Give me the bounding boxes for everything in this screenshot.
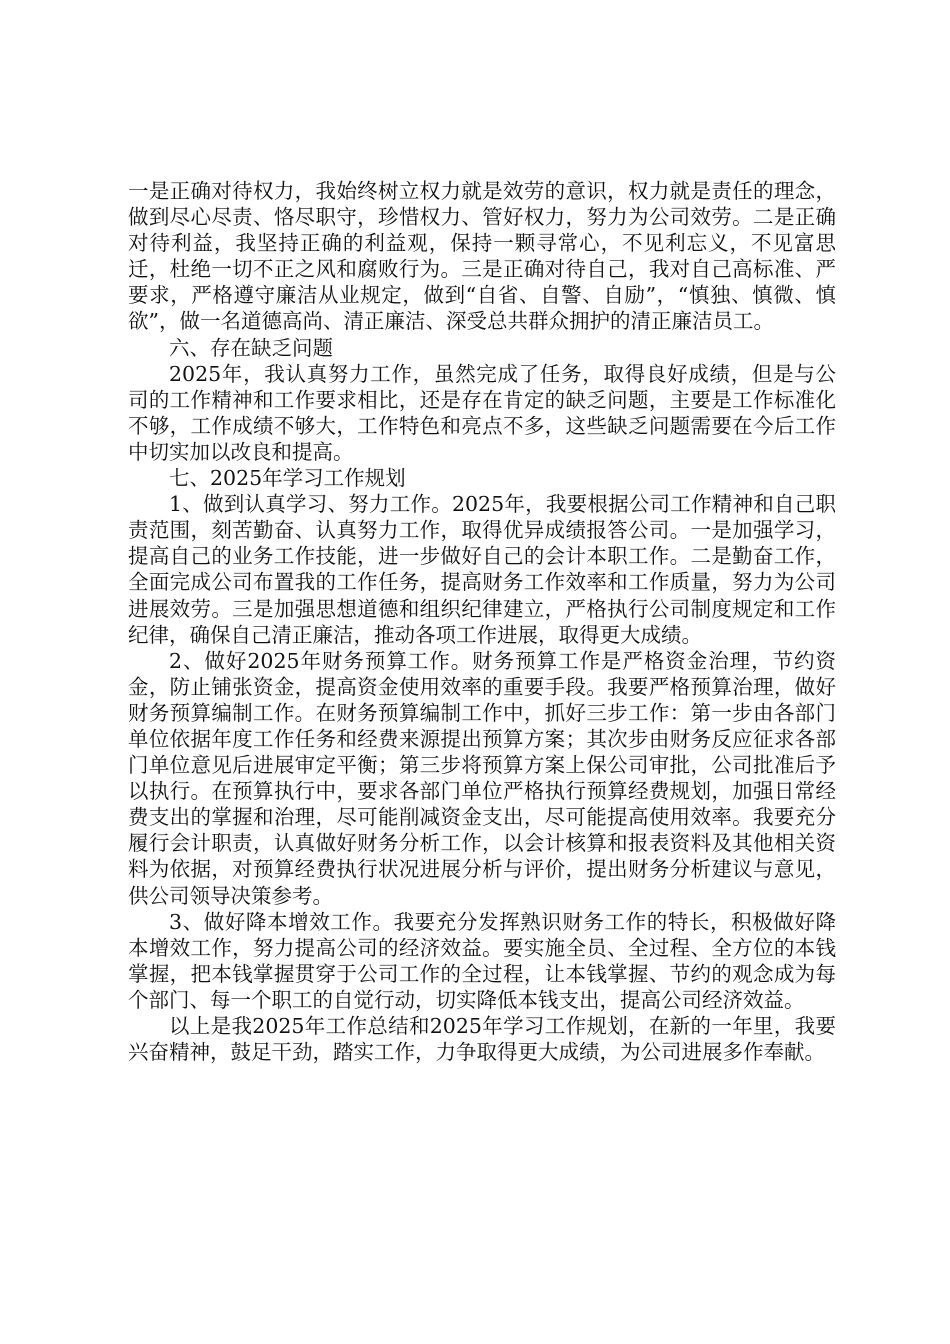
paragraph-plan-cost-reduction: 3、做好降本增效工作。我要充分发挥熟识财务工作的特长，积极做好降本增效工作，努力提高公司的经济效益。要实施全员、全过程、全方位的本钱掌握，把本钱掌握贯穿于公司工作的全过程，让本钱掌握、节约的观念成为每个部门、每一个职工的自觉行动，切实降低本钱支出，提高公司经济效益。 xyxy=(128,909,836,1012)
heading-section-seven: 七、2025年学习工作规划 xyxy=(169,466,406,491)
paragraph-conclusion: 以上是我2025年工作总结和2025年学习工作规划，在新的一年里，我要兴奋精神，鼓足干劲，踏实工作，力争取得更大成绩，为公司进展多作奉献。 xyxy=(128,1014,836,1065)
document-body xyxy=(128,178,836,1065)
paragraph-shortcomings: 2025年，我认真努力工作，虽然完成了任务，取得良好成绩，但是与公司的工作精神和工作要求相比，还是存在肯定的缺乏问题，主要是工作标准化不够，工作成绩不够大，工作特色和亮点不多，这些缺乏问题需要在今后工作中切实加以改良和提高。 xyxy=(128,361,836,464)
paragraph-plan-budget: 2、做好2025年财务预算工作。财务预算工作是严格资金治理，节约资金，防止铺张资金，提高资金使用效率的重要手段。我要严格预算治理，做好财务预算编制工作。在财务预算编制工作中，抓好三步工作：第一步由各部门单位依据年度工作任务和经费来源提出预算方案；其次步由财务反应征求各部门单位意见后进展审定平衡；第三步将预算方案上保公司审批，公司批准后予以执行。在预算执行中，要求各部门单位严格执行预算经费规划，加强日常经费支出的掌握和治理，尽可能削减资金支出，尽可能提高使用效率。我要充分履行会计职责，认真做好财务分析工作，以会计核算和报表资料及其他相关资料为依据，对预算经费执行状况进展分析与评价，提出财务分析建议与意见，供公司领导决策参考。 xyxy=(128,648,836,908)
paragraph-plan-study-work: 1、做到认真学习、努力工作。2025年，我要根据公司工作精神和自己职责范围，刻苦勤奋、认真努力工作，取得优异成绩报答公司。一是加强学习，提高自己的业务工作技能，进一步做好自己的会计本职工作。二是勤奋工作，全面完成公司布置我的工作任务，提高财务工作效率和工作质量，努力为公司进展效劳。三是加强思想道德和组织纪律建立，严格执行公司制度规定和工作纪律，确保自己清正廉洁，推动各项工作进展，取得更大成绩。 xyxy=(128,492,836,647)
paragraph-integrity: 一是正确对待权力，我始终树立权力就是效劳的意识，权力就是责任的理念，做到尽心尽责、恪尽职守，珍惜权力、管好权力，努力为公司效劳。二是正确对待利益，我坚持正确的利益观，保持一颗寻常心，不见利忘义，不见富思迁，杜绝一切不正之风和腐败行为。三是正确对待自己，我对自己高标准、严要求，严格遵守廉洁从业规定，做到“自省、自警、自励”，“慎独、慎微、慎欲”，做一名道德高尚、清正廉洁、深受总共群众拥护的清正廉洁员工。 xyxy=(128,179,836,334)
heading-section-six: 六、存在缺乏问题 xyxy=(169,335,333,360)
